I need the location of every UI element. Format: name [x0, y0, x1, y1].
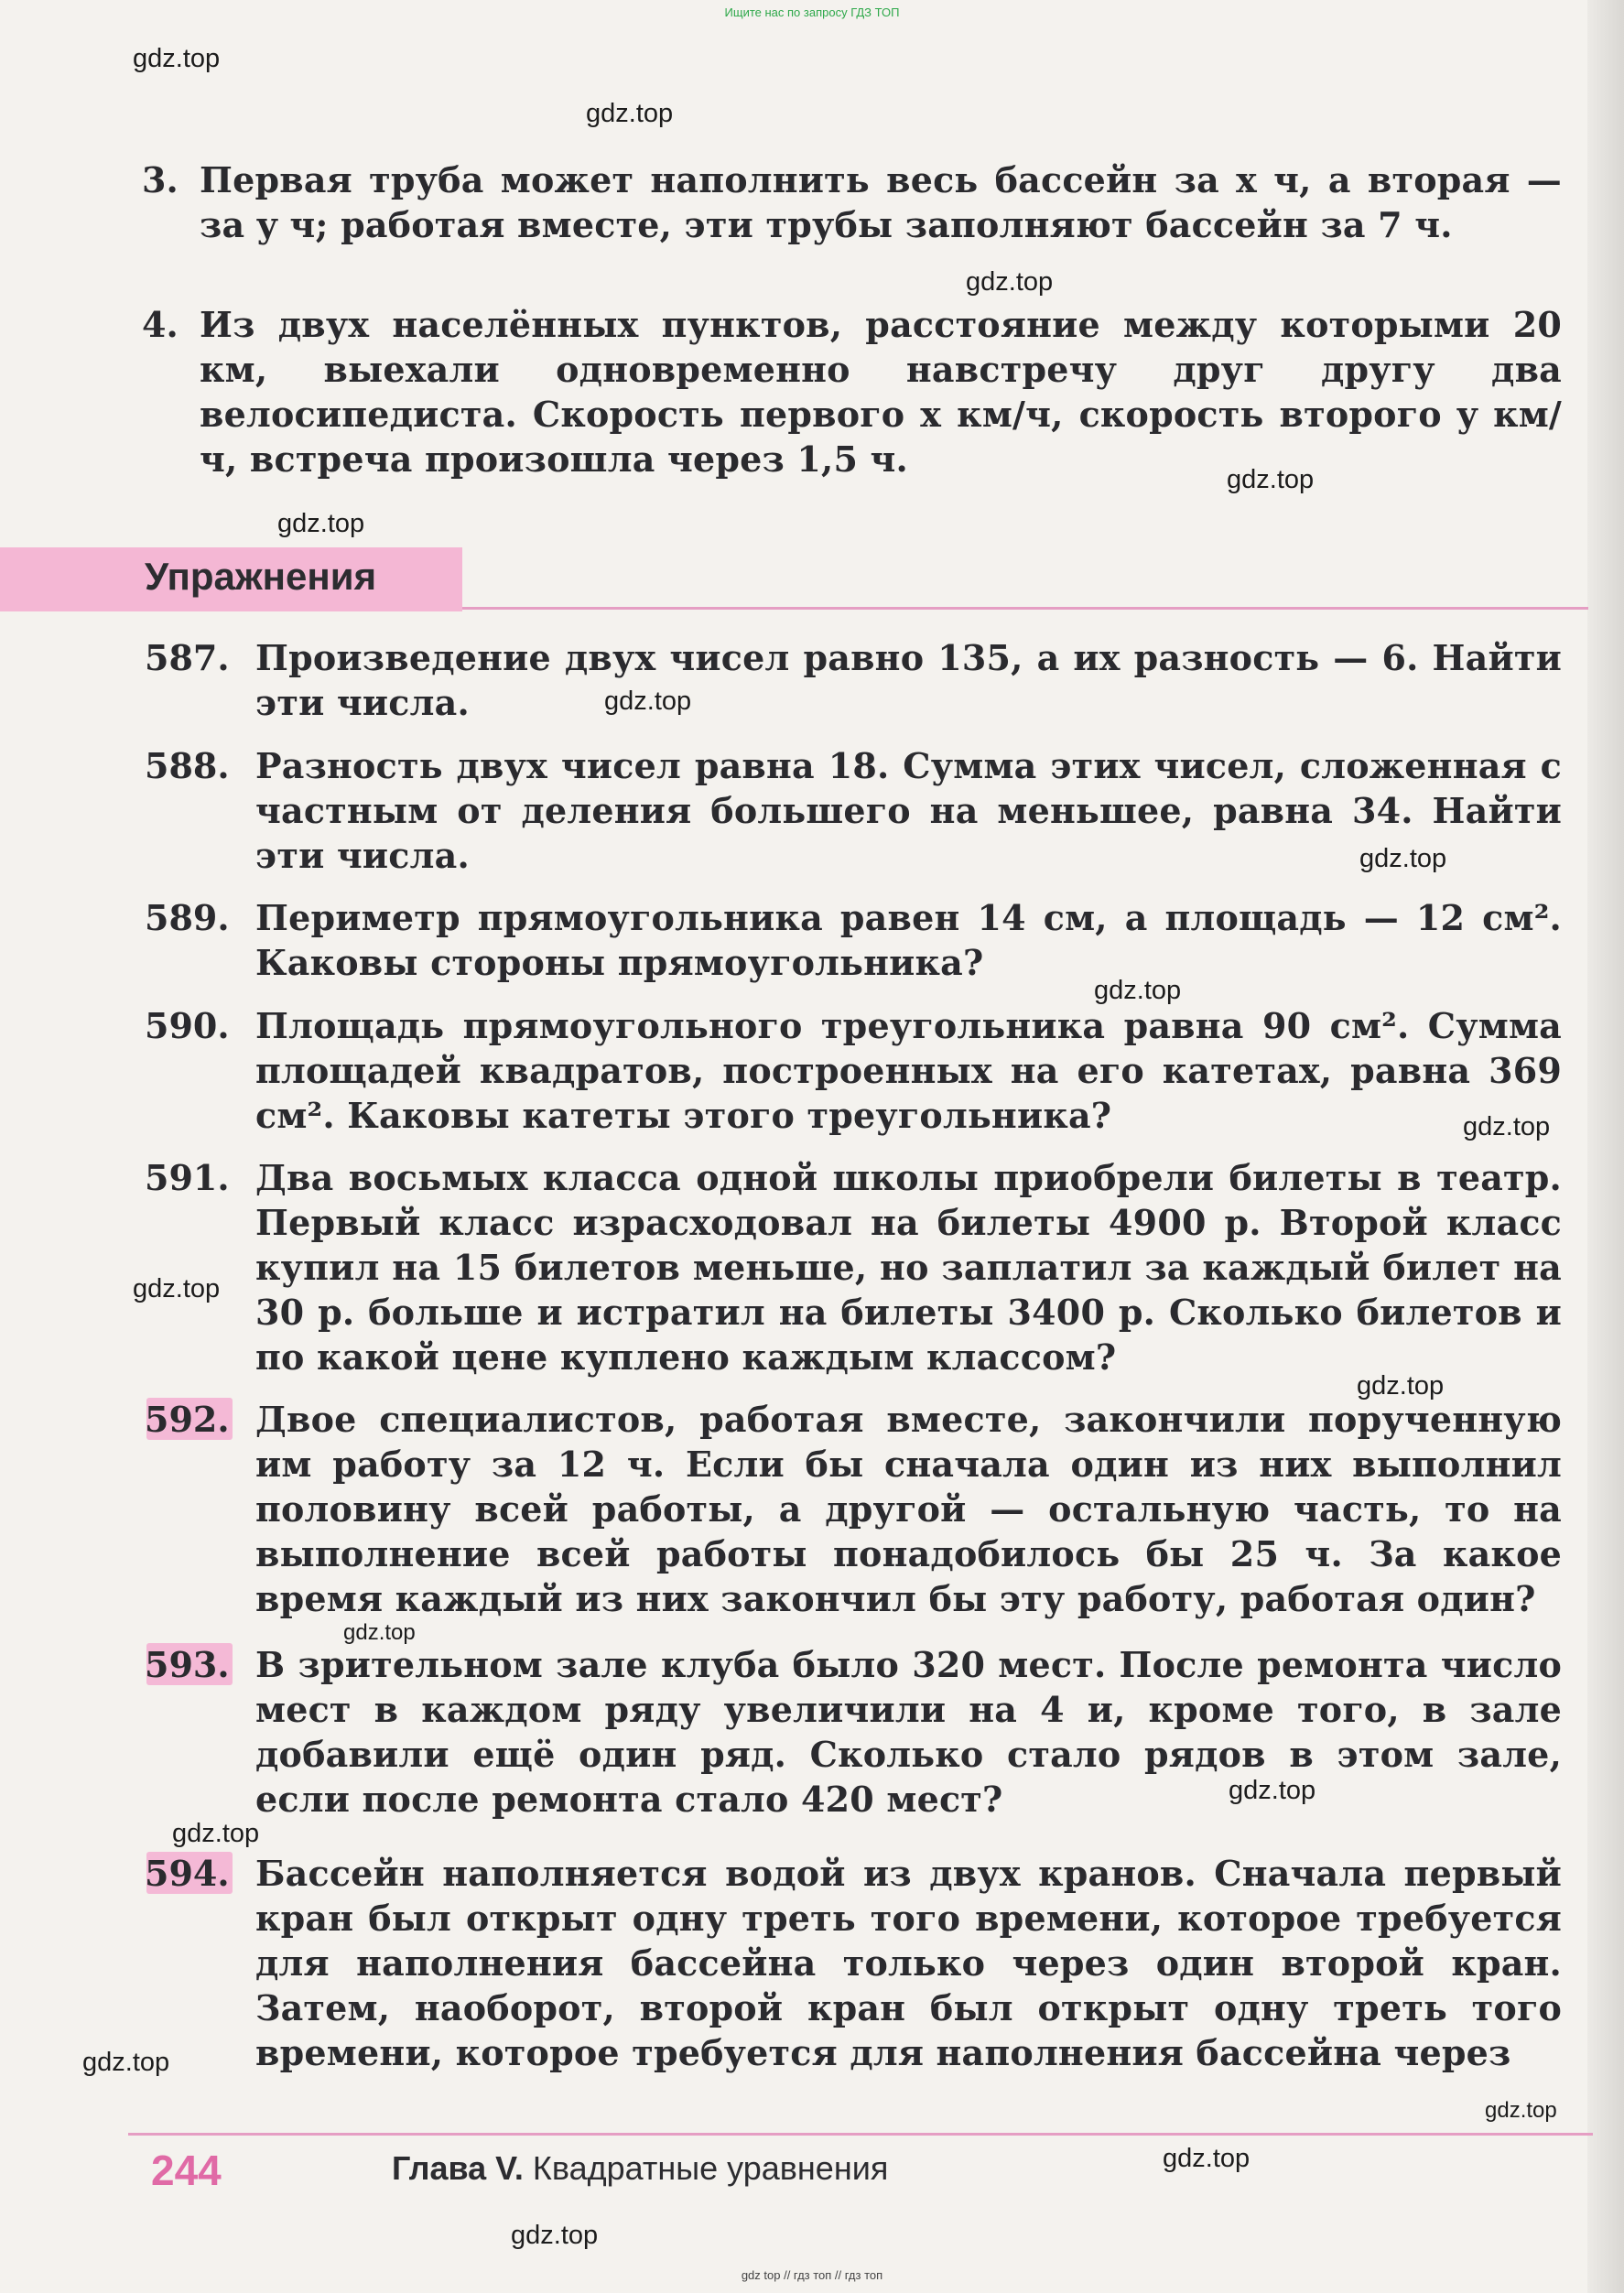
exercise-text: [255, 1851, 1562, 2075]
task-text-content: Из двух населённых пунктов, расстояние между которыми 20 км, выехали одновременно навстречу друг другу два велосипедиста. Скорость первого x км/ч, скорость второго y км/ч, встреча произошла через 1,5 ч.: [200, 304, 1562, 480]
exercise-text-content: Площадь прямоугольного треугольника равна 90 см². Сумма площадей квадратов, построенных на его катетах, равна 369 см². Каковы катеты этого треугольника?: [255, 1005, 1562, 1136]
footer-divider: [128, 2133, 1593, 2136]
watermark: gdz.top: [1163, 2144, 1250, 2173]
task-text: [200, 302, 1562, 481]
watermark: gdz.top: [586, 99, 674, 128]
exercise-text-content: Разность двух чисел равна 18. Сумма этих чисел, сложенная с частным от деления большего на меньшее, равна 34. Найти эти числа.: [255, 745, 1562, 876]
task-number: 4.: [142, 304, 179, 345]
exercise-number: 594.: [145, 1853, 230, 1894]
watermark: gdz.top: [1485, 2098, 1557, 2123]
watermark: gdz.top: [1357, 1371, 1445, 1401]
exercise-text-content: Двое специалистов, работая вместе, закончили порученную им работу за 12 ч. Если бы сначала один из них выполнил половину всей работы, а другой — остальную часть, то на выполнение всей работы понадобилось бы 25 ч. За какое время каждый из них закончил бы эту работу, работая один?: [255, 1399, 1562, 1619]
exercise-text-content: В зрительном зале клуба было 320 мест. После ремонта число мест в каждом ряду увеличили на 4 и, кроме того, в зале добавили ещё один ряд. Сколько стало рядов в этом зале, если после ремонта стало 420 мест?: [255, 1644, 1562, 1820]
footer-note: gdz top // гдз топ // гдз топ: [741, 2268, 883, 2282]
exercise-number: 590.: [145, 1005, 230, 1046]
watermark: gdz.top: [1463, 1112, 1551, 1141]
page-number: 244: [151, 2147, 222, 2194]
header-note: Ищите нас по запросу ГДЗ ТОП: [724, 5, 900, 19]
exercise-number: 589.: [145, 897, 230, 938]
watermark: gdz.top: [604, 687, 692, 716]
exercise-text: [255, 743, 1562, 878]
task-text-content: Первая труба может наполнить весь бассейн за x ч, а вторая — за y ч; работая вместе, эти трубы заполняют бассейн за 7 ч.: [200, 159, 1562, 245]
chapter-name: Квадратные уравнения: [532, 2149, 889, 2187]
watermark: gdz.top: [1227, 465, 1315, 494]
chapter-label: Глава V.: [392, 2149, 524, 2187]
watermark: gdz.top: [172, 1819, 260, 1848]
watermark: gdz.top: [133, 44, 221, 73]
exercise-text-content: Произведение двух чисел равно 135, а их разность — 6. Найти эти числа.: [255, 637, 1562, 723]
exercise-number: 593.: [145, 1644, 230, 1685]
task-number: 3.: [142, 159, 179, 200]
watermark: gdz.top: [511, 2221, 599, 2250]
exercise-number: 587.: [145, 637, 230, 678]
watermark: gdz.top: [966, 267, 1054, 297]
exercise-text: [255, 1642, 1562, 1822]
watermark: gdz.top: [1359, 844, 1447, 873]
watermark: gdz.top: [133, 1274, 221, 1303]
exercise-number: 588.: [145, 745, 230, 786]
exercise-text: [255, 1003, 1562, 1138]
watermark: gdz.top: [343, 1620, 416, 1645]
watermark: gdz.top: [82, 2048, 170, 2077]
watermark: gdz.top: [1094, 976, 1182, 1005]
section-divider: [462, 607, 1588, 610]
task-text: [200, 157, 1562, 247]
exercise-text: [255, 895, 1562, 985]
watermark: gdz.top: [277, 509, 365, 538]
exercise-text: [255, 1155, 1562, 1379]
exercise-number: 591.: [145, 1157, 230, 1198]
section-title: Упражнения: [145, 555, 377, 598]
exercise-text: [255, 1397, 1562, 1621]
chapter-title: [392, 2149, 888, 2188]
exercise-text-content: Два восьмых класса одной школы приобрели билеты в театр. Первый класс израсходовал на билеты 4900 р. Второй класс купил на 15 билетов меньше, но заплатил за каждый билет на 30 р. больше и истратил на билеты 3400 р. Сколько билетов и по какой цене куплено каждым классом?: [255, 1157, 1562, 1378]
exercise-text-content: Периметр прямоугольника равен 14 см, а площадь — 12 см². Каковы стороны прямоугольника?: [255, 897, 1562, 983]
watermark: gdz.top: [1229, 1776, 1316, 1805]
exercise-text-content: Бассейн наполняется водой из двух кранов. Сначала первый кран был открыт одну треть того времени, которое требуется для наполнения бассейна только через один второй кран. Затем, наоборот, второй кран был открыт одну треть того времени, которое требуется для наполнения бассейна через: [255, 1853, 1562, 2073]
exercise-number: 592.: [145, 1399, 230, 1440]
page-edge-shadow: [1587, 0, 1624, 2293]
exercise-text: [255, 635, 1562, 725]
